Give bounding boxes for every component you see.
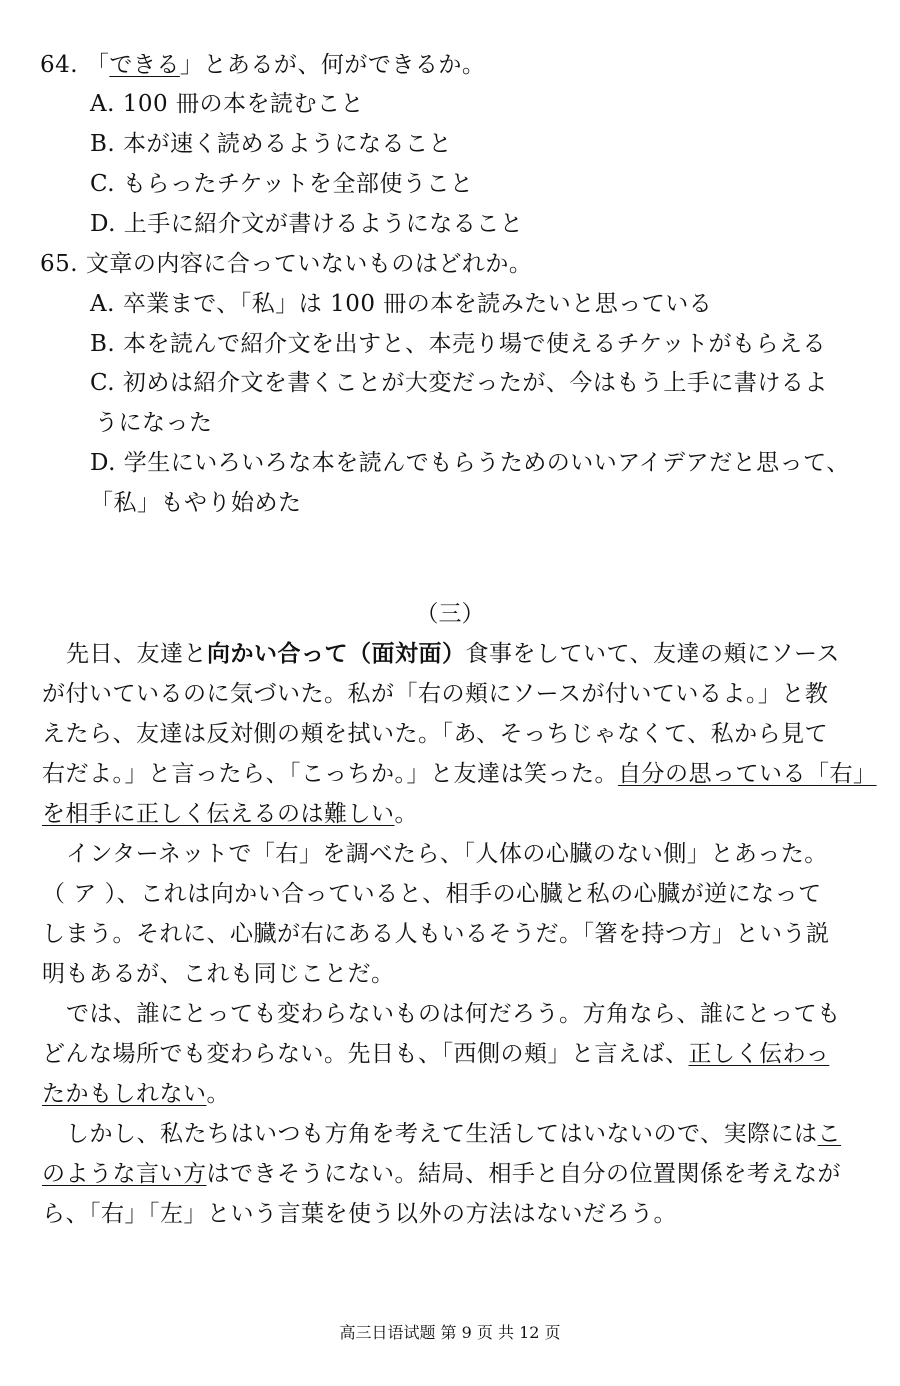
- question-64: [40, 48, 485, 82]
- text: 。: [206, 1081, 230, 1107]
- question-text: 文章の内容に合っていないものはどれか。: [85, 251, 533, 277]
- p1-line-2: が付いているのに気づいた。私が「右の頬にソースが付いているよ。」と教: [42, 681, 829, 707]
- q65-option-d: D. 学生にいろいろな本を読んでもらうためのいいアイデアだと思って、: [90, 450, 850, 476]
- text: しかし、私たちはいつも方角を考えて生活してはいないので、実際には: [66, 1121, 818, 1147]
- q65-option-c-cont: うになった: [95, 410, 213, 436]
- page-footer: 高三日语试题 第 9 页 共 12 页: [339, 1323, 561, 1342]
- text: 。: [394, 801, 418, 827]
- question-text: 」とあるが、何ができるか。: [179, 52, 486, 78]
- q64-option-a: A. 100 冊の本を読むこと: [90, 91, 364, 117]
- q65-option-a: A. 卒業まで、「私」は 100 冊の本を読みたいと思っている: [90, 291, 713, 317]
- underlined-phrase: を相手に正しく伝えるのは難しい: [42, 801, 395, 827]
- p1-line-1: [66, 637, 840, 671]
- q64-option-b: B. 本が速く読めるようになること: [90, 131, 453, 157]
- p3-line-1: では、誰にとっても変わらないものは何だろう。方角なら、誰にとっても: [66, 1001, 841, 1027]
- p2-line-2: （ ア ）、これは向かい合っていると、相手の心臓と私の心臓が逆になって: [42, 881, 822, 907]
- p4-line-2: [42, 1157, 841, 1191]
- p4-line-3: ら、「右」「左」という言葉を使う以外の方法はないだろう。: [42, 1201, 677, 1227]
- q64-option-d: D. 上手に紹介文が書けるようになること: [90, 211, 524, 237]
- underlined-keyword: できる: [109, 52, 180, 78]
- text: 食事をしていて、友達の頬にソース: [465, 641, 840, 667]
- question-number: 64.: [40, 52, 79, 78]
- text: 右だよ。」と言ったら、「こっちか。」と友達は笑った。: [42, 761, 619, 787]
- section-title: （三）: [415, 601, 485, 627]
- p1-line-5: [42, 797, 418, 831]
- p1-line-4: [42, 757, 877, 791]
- underlined-phrase: たかもしれない: [42, 1081, 207, 1107]
- p3-line-2: [42, 1037, 829, 1071]
- p2-line-4: 明もあるが、これも同じことだ。: [42, 961, 395, 987]
- underlined-phrase: こ: [817, 1121, 842, 1147]
- p4-line-1: [66, 1117, 841, 1151]
- question-number: 65.: [40, 251, 79, 277]
- text: 先日、友達と: [66, 641, 207, 667]
- bold-phrase: 向かい合って（面対面）: [207, 640, 466, 667]
- q65-option-d-cont: 「私」もやり始めた: [90, 490, 302, 516]
- q64-option-c: C. もらったチケットを全部使うこと: [90, 171, 474, 197]
- p3-line-3: [42, 1077, 230, 1111]
- p2-line-1: インターネットで「右」を調べたら、「人体の心臓のない側」とあった。: [66, 841, 828, 867]
- text: はできそうにない。結局、相手と自分の位置関係を考えなが: [206, 1161, 841, 1187]
- quote-open: 「: [85, 52, 110, 78]
- p1-line-3: えたら、友達は反対側の頬を拭いた。「あ、そっちじゃなくて、私から見て: [42, 721, 829, 747]
- underlined-phrase: のような言い方: [42, 1161, 207, 1187]
- p2-line-3: しまう。それに、心臓が右にある人もいるそうだ。「箸を持つ方」という説: [42, 921, 830, 947]
- q65-option-b: B. 本を読んで紹介文を出すと、本売り場で使えるチケットがもらえる: [90, 331, 826, 357]
- underlined-phrase: 自分の思っている「右」: [618, 761, 877, 787]
- text: どんな場所でも変わらない。先日も、「西側の頬」と言えば、: [42, 1041, 689, 1067]
- underlined-phrase: 正しく伝わっ: [688, 1041, 830, 1067]
- q65-option-c: C. 初めは紹介文を書くことが大変だったが、今はもう上手に書けるよ: [90, 370, 828, 396]
- question-65: [40, 247, 532, 281]
